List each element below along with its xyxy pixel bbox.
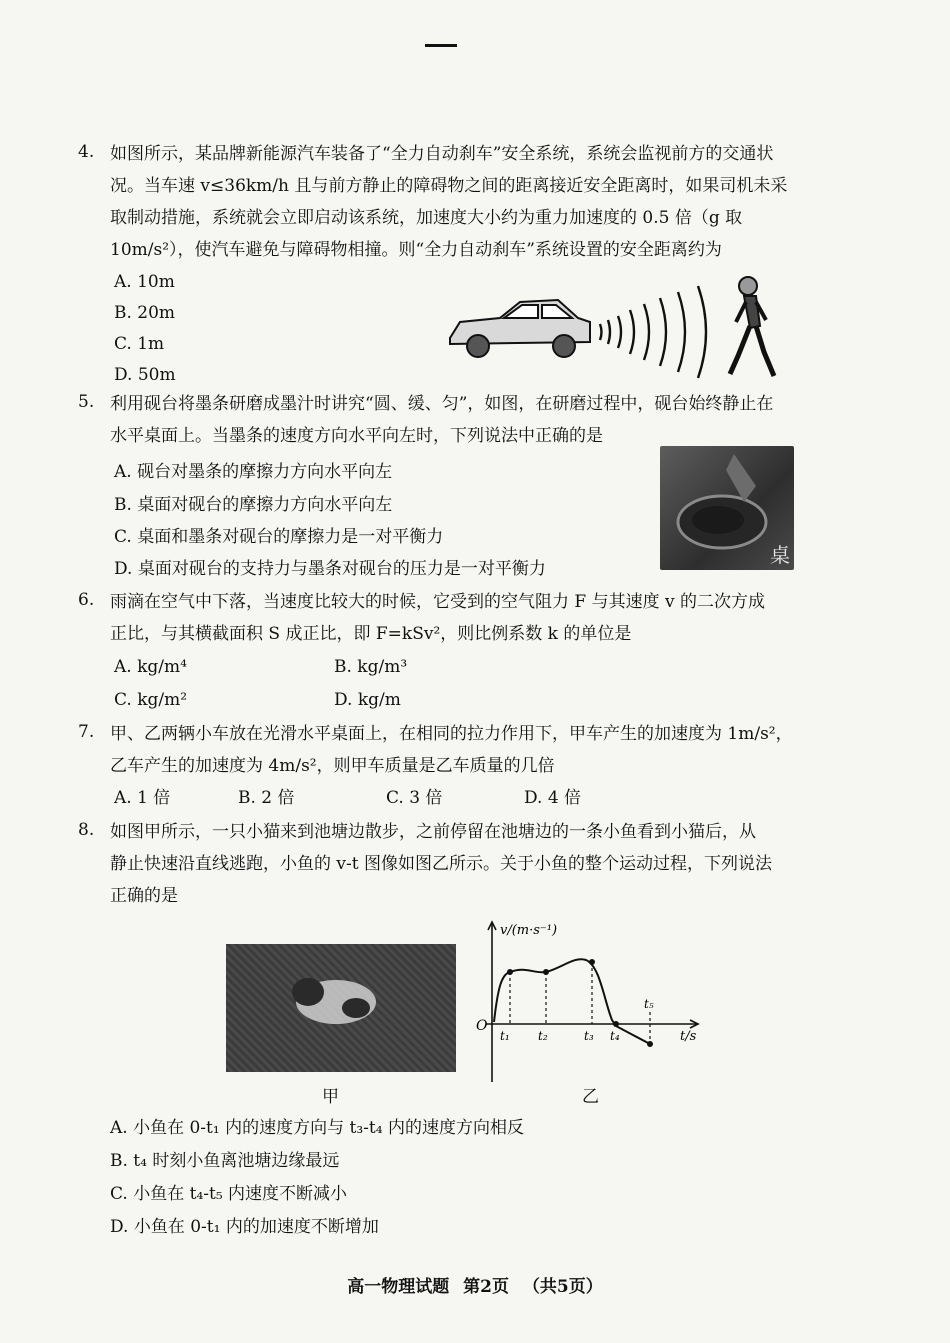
footer-title: 高一物理试题	[347, 1277, 450, 1297]
q8-option-a: A. 小鱼在 0-t₁ 内的速度方向与 t₃-t₄ 内的速度方向相反	[110, 1118, 524, 1138]
option-d: D. 桌面对砚台的支持力与墨条对砚台的压力是一对平衡力	[114, 559, 546, 579]
footer-total: （共5页）	[522, 1277, 603, 1297]
q8-option-c: C. 小鱼在 t₄-t₅ 内速度不断减小	[110, 1184, 348, 1204]
graph-tick-t3: t₃	[584, 1029, 594, 1043]
question-text-line: 正确的是	[110, 886, 178, 906]
graph-tick-t4: t₄	[610, 1029, 620, 1043]
question-number: 8.	[78, 820, 95, 840]
cat-fish-photo	[226, 944, 456, 1072]
question-text-line: 如图所示，某品牌新能源汽车装备了“全力自动刹车”安全系统，系统会监视前方的交通状	[110, 144, 774, 164]
option-c: C. kg/m²	[114, 690, 188, 710]
option-b: B. 2 倍	[238, 788, 295, 808]
option-c: C. 桌面和墨条对砚台的摩擦力是一对平衡力	[114, 527, 444, 547]
top-mark	[425, 44, 457, 47]
graph-origin: O	[476, 1018, 488, 1034]
option-b: B. 20m	[114, 303, 176, 323]
question-number: 4.	[78, 142, 95, 162]
car-sensor-illustration	[440, 266, 790, 388]
option-b: B. 桌面对砚台的摩擦力方向水平向左	[114, 495, 393, 515]
page-footer	[0, 1272, 950, 1297]
graph-tick-t2: t₂	[538, 1029, 548, 1043]
inkstone-photo	[660, 446, 794, 570]
option-a: A. 砚台对墨条的摩擦力方向水平向左	[114, 462, 393, 482]
question-text-line: 甲、乙两辆小车放在光滑水平桌面上，在相同的拉力作用下，甲车产生的加速度为 1m/s²，	[110, 724, 793, 744]
q8-option-b: B. t₄ 时刻小鱼离池塘边缘最远	[110, 1151, 340, 1171]
question-text-line: 利用砚台将墨条研磨成墨汁时讲究“圆、缓、匀”，如图，在研磨过程中，砚台始终静止在	[110, 394, 774, 414]
photo-label: 桌	[770, 543, 790, 567]
option-a: A. 10m	[114, 272, 175, 292]
q8-option-d: D. 小鱼在 0-t₁ 内的加速度不断增加	[110, 1217, 379, 1237]
question-text-line: 况。当车速 v≤36km/h 且与前方静止的障碍物之间的距离接近安全距离时，如果司机未采	[110, 176, 788, 196]
option-d: D. 4 倍	[524, 788, 582, 808]
vt-graph	[470, 916, 710, 1086]
graph-tick-t1: t₁	[500, 1029, 510, 1043]
option-c: C. 3 倍	[386, 788, 443, 808]
question-text-line: 10m/s²），使汽车避免与障碍物相撞。则“全力自动刹车”系统设置的安全距离约为	[110, 240, 722, 260]
question-text-line: 取制动措施，系统就会立即启动该系统，加速度大小约为重力加速度的 0.5 倍（g 取	[110, 208, 743, 228]
question-text-line: 正比，与其横截面积 S 成正比，即 F=kSv²，则比例系数 k 的单位是	[110, 624, 632, 644]
graph-y-label: v/(m·s⁻¹)	[500, 923, 558, 938]
caption-yi: 乙	[582, 1087, 599, 1107]
question-number: 7.	[78, 722, 95, 742]
option-d: D. 50m	[114, 365, 176, 385]
question-number: 6.	[78, 590, 95, 610]
option-c: C. 1m	[114, 334, 165, 354]
question-text-line: 乙车产生的加速度为 4m/s²，则甲车质量是乙车质量的几倍	[110, 756, 555, 776]
option-b: B. kg/m³	[334, 657, 408, 677]
question-text-line: 静止快速沿直线逃跑，小鱼的 v-t 图像如图乙所示。关于小鱼的整个运动过程，下列说法	[110, 854, 772, 874]
option-d: D. kg/m	[334, 690, 401, 710]
option-a: A. 1 倍	[114, 788, 171, 808]
question-text-line: 如图甲所示，一只小猫来到池塘边散步，之前停留在池塘边的一条小鱼看到小猫后，从	[110, 822, 756, 842]
footer-page: 第2页	[463, 1277, 509, 1297]
option-a: A. kg/m⁴	[114, 657, 187, 677]
question-text-line: 水平桌面上。当墨条的速度方向水平向左时，下列说法中正确的是	[110, 426, 603, 446]
graph-x-label: t/s	[680, 1029, 697, 1044]
question-text-line: 雨滴在空气中下落，当速度比较大的时候，它受到的空气阻力 F 与其速度 v 的二次方成	[110, 592, 766, 612]
question-number: 5.	[78, 392, 95, 412]
caption-jia: 甲	[322, 1087, 339, 1107]
graph-tick-t5: t₅	[644, 997, 654, 1011]
